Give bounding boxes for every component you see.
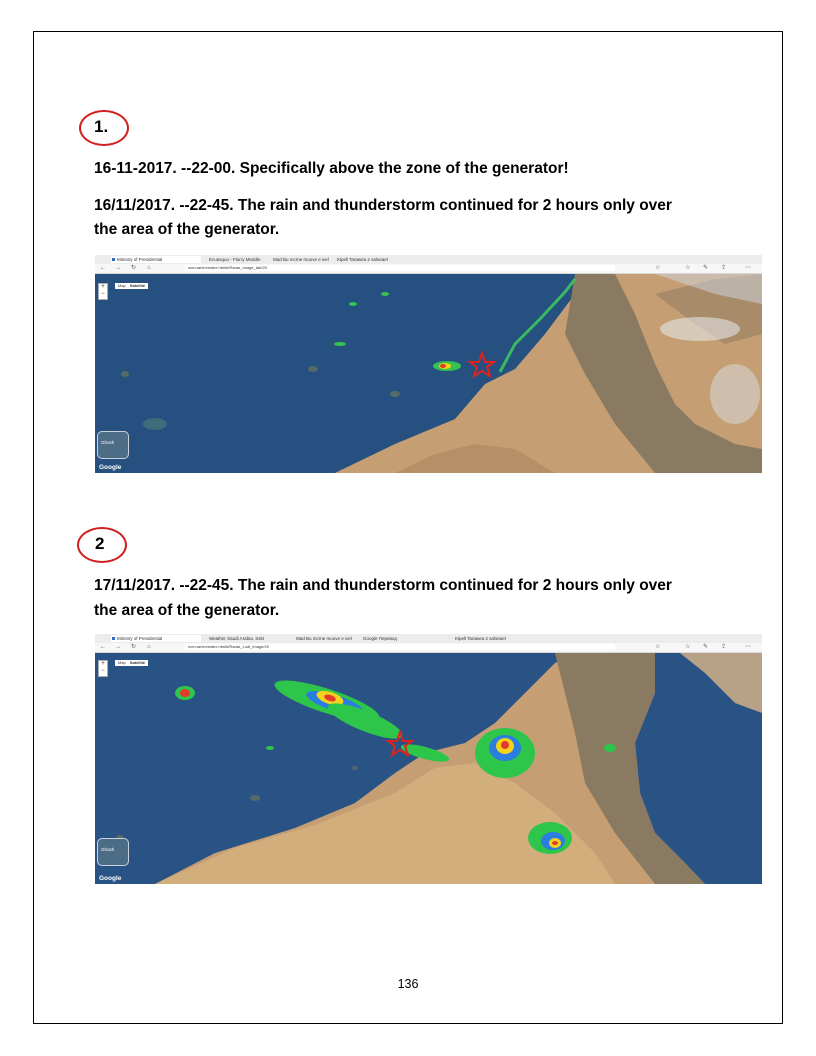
favicon-icon [112, 258, 115, 261]
browser-tab[interactable]: Google Перевод [363, 636, 397, 641]
page-number: 136 [397, 977, 419, 991]
back-arrow-icon[interactable]: ← [100, 644, 106, 650]
home-icon[interactable]: ⌂ [147, 644, 151, 650]
map-type-control[interactable]: Map Satellite [115, 660, 148, 666]
section-2-line-1a: 17/11/2017. --22-45. The rain and thunderstorm continued for 2 hours only over [94, 577, 672, 594]
home-icon[interactable]: ⌂ [147, 265, 151, 271]
browser-tab[interactable]: Weather Saudi Arabia, Sskt [209, 636, 264, 641]
browser-tab[interactable]: Mad Bu mcrne moove e ivel [273, 257, 329, 262]
browser-tab[interactable]: Mad Bu mcrne moove e ivel [296, 636, 352, 641]
radar-screenshot-2 [95, 634, 762, 884]
forward-arrow-icon[interactable]: → [115, 265, 121, 271]
satellite-map-image [95, 274, 762, 473]
map-inset[interactable]: Ghosh [97, 838, 129, 866]
share-icon[interactable]: ⇪ [721, 265, 727, 271]
browser-tab-bar [95, 255, 762, 264]
favorites-icon[interactable]: ☆ [685, 265, 691, 271]
map-inset[interactable]: Ghosh [97, 431, 129, 459]
section-1-number: 1. [94, 117, 109, 136]
more-icon[interactable]: ⋯ [745, 644, 751, 650]
browser-tab-active[interactable]: Ministry of Presidential [111, 635, 201, 642]
pen-icon[interactable]: ✎ [703, 265, 709, 271]
back-arrow-icon[interactable]: ← [100, 265, 106, 271]
google-logo: Google [99, 875, 122, 882]
radar-screenshot-1 [95, 255, 762, 473]
zoom-control[interactable]: + − [98, 660, 108, 677]
refresh-icon[interactable]: ↻ [131, 265, 137, 271]
share-icon[interactable]: ⇪ [721, 644, 727, 650]
star-icon[interactable]: ☆ [655, 265, 661, 271]
browser-address-bar [95, 264, 762, 274]
url-field[interactable]: ncm.ae/en/index.html#/Radar_Ludt_image/20 [185, 644, 615, 650]
more-icon[interactable]: ⋯ [745, 265, 751, 271]
section-1-line-2a: 16/11/2017. --22-45. The rain and thunderstorm continued for 2 hours only over [94, 197, 672, 214]
map-type-control[interactable]: Map Satellite [115, 283, 148, 289]
browser-tab[interactable]: Ecuasquo - Flurry Meddle [209, 257, 261, 262]
satellite-map-2 [95, 653, 762, 884]
section-2-line-1b: the area of the generator. [94, 602, 280, 619]
browser-tab-bar [95, 634, 762, 643]
satellite-map-image [95, 653, 762, 884]
forward-arrow-icon[interactable]: → [115, 644, 121, 650]
star-icon[interactable]: ☆ [655, 644, 661, 650]
browser-address-bar [95, 643, 762, 653]
section-2-number: 2 [95, 534, 105, 553]
favorites-icon[interactable]: ☆ [685, 644, 691, 650]
google-logo: Google [99, 464, 122, 471]
refresh-icon[interactable]: ↻ [131, 644, 137, 650]
zoom-control[interactable]: + − [98, 283, 108, 300]
pen-icon[interactable]: ✎ [703, 644, 709, 650]
favicon-icon [112, 637, 115, 640]
browser-tab[interactable]: Klpell Tarawea 2 salseael [455, 636, 506, 641]
browser-tab[interactable]: Klpell Tarawea 2 salseael [337, 257, 388, 262]
url-field[interactable]: ncm.ae/en/index.html#/Radar_Image_tab/20 [185, 265, 615, 271]
browser-tab-active[interactable]: Ministry of Presidential [111, 256, 201, 263]
section-1-line-1: 16-11-2017. --22-00. Specifically above the zone of the generator! [94, 160, 569, 177]
section-1-line-2b: the area of the generator. [94, 221, 280, 238]
satellite-map-1 [95, 274, 762, 473]
